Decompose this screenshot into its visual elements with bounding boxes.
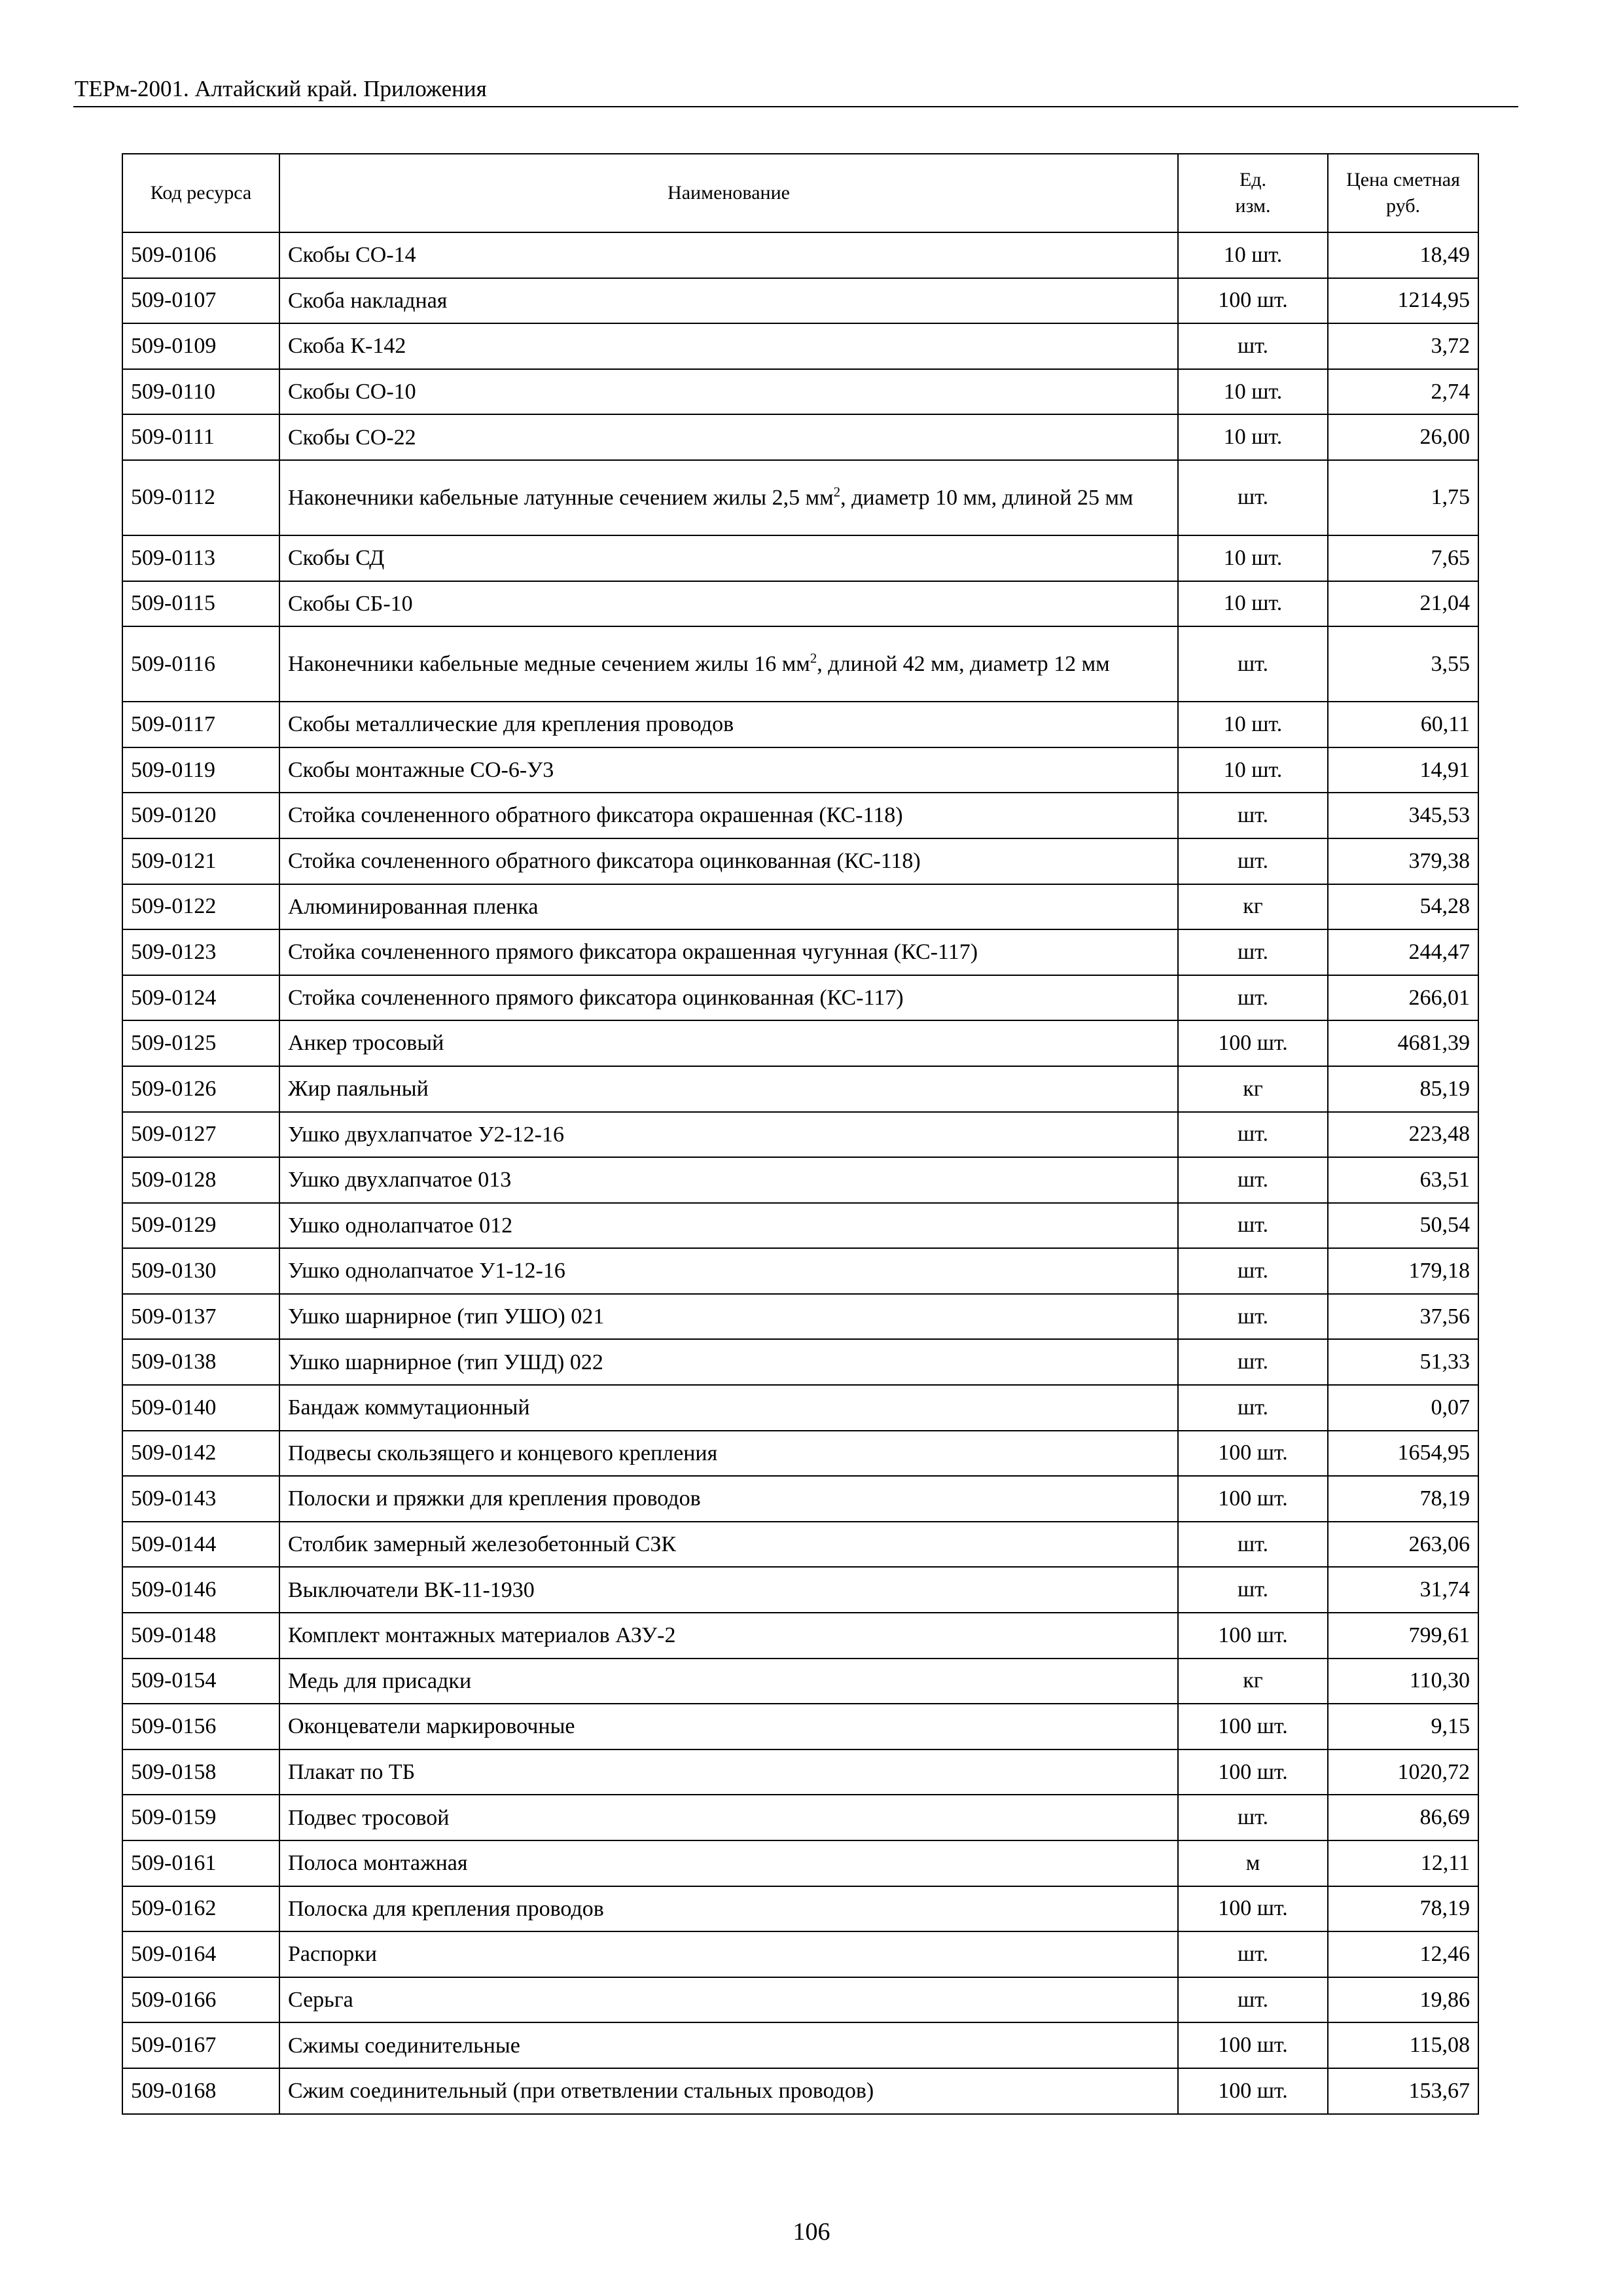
resource-code: 509-0120 <box>122 793 279 838</box>
table-row <box>122 535 1478 581</box>
estimated-price: 263,06 <box>1328 1522 1478 1568</box>
unit-of-measure: 100 шт. <box>1178 2068 1328 2114</box>
resource-name-part: , длиной 42 мм, диаметр 12 мм <box>817 652 1110 676</box>
resource-code: 509-0142 <box>122 1431 279 1477</box>
estimated-price: 266,01 <box>1328 975 1478 1021</box>
table-row <box>122 747 1478 793</box>
resource-code: 509-0143 <box>122 1476 279 1522</box>
table-row <box>122 1749 1478 1795</box>
unit-of-measure: м <box>1178 1840 1328 1886</box>
unit-of-measure: 100 шт. <box>1178 1613 1328 1659</box>
resource-name-part: Наконечники кабельные латунные сечением жилы 2,5 мм <box>288 485 834 510</box>
table-row <box>122 2068 1478 2114</box>
estimated-price: 86,69 <box>1328 1795 1478 1840</box>
table-row <box>122 929 1478 975</box>
unit-of-measure: 10 шт. <box>1178 535 1328 581</box>
resource-code: 509-0127 <box>122 1112 279 1158</box>
unit-of-measure: шт. <box>1178 1248 1328 1294</box>
resource-code: 509-0130 <box>122 1248 279 1294</box>
resource-name: Стойка сочлененного прямого фиксатора окрашенная чугунная (КС-117) <box>279 929 1178 975</box>
resource-name: Ушко однолапчатое У1-12-16 <box>279 1248 1178 1294</box>
estimated-price: 244,47 <box>1328 929 1478 975</box>
resource-code: 509-0123 <box>122 929 279 975</box>
estimated-price: 12,11 <box>1328 1840 1478 1886</box>
unit-of-measure: шт. <box>1178 838 1328 884</box>
estimated-price: 1654,95 <box>1328 1431 1478 1477</box>
resource-name: Скобы СД <box>279 535 1178 581</box>
estimated-price: 379,38 <box>1328 838 1478 884</box>
table-row <box>122 702 1478 747</box>
table-row <box>122 1522 1478 1568</box>
resource-code: 509-0122 <box>122 884 279 930</box>
resource-code: 509-0110 <box>122 369 279 415</box>
table-row <box>122 581 1478 627</box>
estimated-price: 54,28 <box>1328 884 1478 930</box>
unit-of-measure: 100 шт. <box>1178 1886 1328 1932</box>
resource-name: Скобы СО-10 <box>279 369 1178 415</box>
unit-of-measure: 100 шт. <box>1178 2022 1328 2068</box>
estimated-price: 345,53 <box>1328 793 1478 838</box>
unit-of-measure: шт. <box>1178 793 1328 838</box>
estimated-price: 3,55 <box>1328 626 1478 702</box>
resource-name: Сжимы соединительные <box>279 2022 1178 2068</box>
resource-name: Распорки <box>279 1931 1178 1977</box>
unit-of-measure: кг <box>1178 1066 1328 1112</box>
unit-of-measure: 100 шт. <box>1178 1020 1328 1066</box>
resource-name-superscript: 2 <box>810 650 817 666</box>
resource-code: 509-0154 <box>122 1659 279 1704</box>
resource-code: 509-0106 <box>122 232 279 278</box>
estimated-price: 18,49 <box>1328 232 1478 278</box>
resource-name: Стойка сочлененного обратного фиксатора окрашенная (КС-118) <box>279 793 1178 838</box>
unit-of-measure: шт. <box>1178 1203 1328 1249</box>
resource-name: Оконцеватели маркировочные <box>279 1704 1178 1749</box>
resource-code: 509-0146 <box>122 1567 279 1613</box>
estimated-price: 1214,95 <box>1328 278 1478 324</box>
header-row <box>122 154 1478 232</box>
resource-name: Ушко шарнирное (тип УШО) 021 <box>279 1294 1178 1340</box>
unit-of-measure: 10 шт. <box>1178 702 1328 747</box>
unit-of-measure: шт. <box>1178 929 1328 975</box>
unit-of-measure: 100 шт. <box>1178 1431 1328 1477</box>
page-number: 106 <box>793 2218 830 2246</box>
resource-name <box>279 626 1178 702</box>
table-row <box>122 1020 1478 1066</box>
resource-name: Полоски и пряжки для крепления проводов <box>279 1476 1178 1522</box>
unit-of-measure: шт. <box>1178 1339 1328 1385</box>
estimated-price: 0,07 <box>1328 1385 1478 1431</box>
resource-name: Серьга <box>279 1977 1178 2023</box>
unit-of-measure: 100 шт. <box>1178 1749 1328 1795</box>
table-row <box>122 369 1478 415</box>
resource-code: 509-0121 <box>122 838 279 884</box>
resource-code: 509-0117 <box>122 702 279 747</box>
resource-name <box>279 460 1178 535</box>
table-row <box>122 1567 1478 1613</box>
table-row <box>122 1476 1478 1522</box>
table-row <box>122 460 1478 535</box>
price-table <box>122 153 1479 2115</box>
unit-of-measure: шт. <box>1178 626 1328 702</box>
resource-name: Полоска для крепления проводов <box>279 1886 1178 1932</box>
resource-name: Скобы СБ-10 <box>279 581 1178 627</box>
estimated-price: 78,19 <box>1328 1886 1478 1932</box>
unit-of-measure: шт. <box>1178 1977 1328 2023</box>
resource-code: 509-0112 <box>122 460 279 535</box>
resource-name: Медь для присадки <box>279 1659 1178 1704</box>
resource-code: 509-0167 <box>122 2022 279 2068</box>
resource-name: Скобы СО-14 <box>279 232 1178 278</box>
unit-of-measure: кг <box>1178 884 1328 930</box>
resource-code: 509-0138 <box>122 1339 279 1385</box>
unit-of-measure: шт. <box>1178 975 1328 1021</box>
resource-name: Сжим соединительный (при ответвлении стальных проводов) <box>279 2068 1178 2114</box>
resource-code: 509-0129 <box>122 1203 279 1249</box>
estimated-price: 78,19 <box>1328 1476 1478 1522</box>
table-row <box>122 838 1478 884</box>
document-title: ТЕРм-2001. Алтайский край. Приложения <box>75 76 487 101</box>
table-row <box>122 1294 1478 1340</box>
estimated-price: 4681,39 <box>1328 1020 1478 1066</box>
resource-name: Скобы металлические для крепления проводов <box>279 702 1178 747</box>
table-row <box>122 1659 1478 1704</box>
resource-code: 509-0107 <box>122 278 279 324</box>
unit-of-measure: 100 шт. <box>1178 278 1328 324</box>
estimated-price: 223,48 <box>1328 1112 1478 1158</box>
estimated-price: 153,67 <box>1328 2068 1478 2114</box>
estimated-price: 115,08 <box>1328 2022 1478 2068</box>
resource-code: 509-0140 <box>122 1385 279 1431</box>
estimated-price: 85,19 <box>1328 1066 1478 1112</box>
resource-name: Стойка сочлененного прямого фиксатора оцинкованная (КС-117) <box>279 975 1178 1021</box>
column-header-unit-line2: изм. <box>1235 195 1271 217</box>
estimated-price: 1,75 <box>1328 460 1478 535</box>
table-row <box>122 1248 1478 1294</box>
resource-name: Выключатели ВК-11-1930 <box>279 1567 1178 1613</box>
resource-code: 509-0159 <box>122 1795 279 1840</box>
resource-name: Стойка сочлененного обратного фиксатора оцинкованная (КС-118) <box>279 838 1178 884</box>
resource-code: 509-0126 <box>122 1066 279 1112</box>
resource-code: 509-0158 <box>122 1749 279 1795</box>
table-row <box>122 278 1478 324</box>
estimated-price: 50,54 <box>1328 1203 1478 1249</box>
unit-of-measure: шт. <box>1178 1931 1328 1977</box>
resource-code: 509-0116 <box>122 626 279 702</box>
table-row <box>122 1886 1478 1932</box>
table-row <box>122 1385 1478 1431</box>
unit-of-measure: шт. <box>1178 460 1328 535</box>
unit-of-measure: 10 шт. <box>1178 747 1328 793</box>
resource-name: Скоба накладная <box>279 278 1178 324</box>
table-row <box>122 1339 1478 1385</box>
resource-code: 509-0119 <box>122 747 279 793</box>
table-row <box>122 1066 1478 1112</box>
resource-code: 509-0125 <box>122 1020 279 1066</box>
resource-code: 509-0115 <box>122 581 279 627</box>
table-header <box>122 154 1478 232</box>
estimated-price: 12,46 <box>1328 1931 1478 1977</box>
resource-name: Ушко однолапчатое 012 <box>279 1203 1178 1249</box>
estimated-price: 799,61 <box>1328 1613 1478 1659</box>
resource-code: 509-0137 <box>122 1294 279 1340</box>
estimated-price: 21,04 <box>1328 581 1478 627</box>
table-row <box>122 1157 1478 1203</box>
unit-of-measure: кг <box>1178 1659 1328 1704</box>
resource-code: 509-0144 <box>122 1522 279 1568</box>
column-header-price-line2: руб. <box>1386 195 1420 217</box>
table-row <box>122 1795 1478 1840</box>
table-row <box>122 1977 1478 2023</box>
resource-code: 509-0113 <box>122 535 279 581</box>
unit-of-measure: шт. <box>1178 1385 1328 1431</box>
column-header-name: Наименование <box>279 154 1178 232</box>
resource-code: 509-0111 <box>122 414 279 460</box>
resource-code: 509-0166 <box>122 1977 279 2023</box>
resource-name-part: Наконечники кабельные медные сечением жилы 16 мм <box>288 652 810 676</box>
table-row <box>122 884 1478 930</box>
resource-code: 509-0109 <box>122 323 279 369</box>
table-row <box>122 1840 1478 1886</box>
resource-code: 509-0148 <box>122 1613 279 1659</box>
unit-of-measure: 10 шт. <box>1178 369 1328 415</box>
estimated-price: 3,72 <box>1328 323 1478 369</box>
unit-of-measure: 100 шт. <box>1178 1476 1328 1522</box>
estimated-price: 9,15 <box>1328 1704 1478 1749</box>
resource-name: Ушко двухлапчатое 013 <box>279 1157 1178 1203</box>
resource-name: Алюминированная пленка <box>279 884 1178 930</box>
table-row <box>122 1112 1478 1158</box>
resource-code: 509-0161 <box>122 1840 279 1886</box>
estimated-price: 110,30 <box>1328 1659 1478 1704</box>
unit-of-measure: шт. <box>1178 1567 1328 1613</box>
unit-of-measure: шт. <box>1178 1112 1328 1158</box>
column-header-code: Код ресурса <box>122 154 279 232</box>
unit-of-measure: шт. <box>1178 1522 1328 1568</box>
resource-name: Скобы СО-22 <box>279 414 1178 460</box>
resource-code: 509-0168 <box>122 2068 279 2114</box>
table-row <box>122 1931 1478 1977</box>
page-header <box>73 73 1518 107</box>
resource-name: Ушко двухлапчатое У2-12-16 <box>279 1112 1178 1158</box>
resource-name: Ушко шарнирное (тип УШД) 022 <box>279 1339 1178 1385</box>
table-row <box>122 975 1478 1021</box>
resource-name: Столбик замерный железобетонный СЗК <box>279 1522 1178 1568</box>
resource-code: 509-0128 <box>122 1157 279 1203</box>
column-header-price <box>1328 154 1478 232</box>
table-row <box>122 626 1478 702</box>
table-row <box>122 414 1478 460</box>
resource-name: Подвесы скользящего и концевого крепления <box>279 1431 1178 1477</box>
resource-name: Полоса монтажная <box>279 1840 1178 1886</box>
table-body <box>122 232 1478 2114</box>
estimated-price: 179,18 <box>1328 1248 1478 1294</box>
estimated-price: 14,91 <box>1328 747 1478 793</box>
unit-of-measure: шт. <box>1178 323 1328 369</box>
estimated-price: 60,11 <box>1328 702 1478 747</box>
table-row <box>122 1431 1478 1477</box>
unit-of-measure: шт. <box>1178 1795 1328 1840</box>
unit-of-measure: шт. <box>1178 1294 1328 1340</box>
resource-name: Анкер тросовый <box>279 1020 1178 1066</box>
table-row <box>122 232 1478 278</box>
unit-of-measure: 10 шт. <box>1178 232 1328 278</box>
estimated-price: 31,74 <box>1328 1567 1478 1613</box>
estimated-price: 19,86 <box>1328 1977 1478 2023</box>
column-header-unit-line1: Ед. <box>1239 168 1267 190</box>
resource-name: Жир паяльный <box>279 1066 1178 1112</box>
resource-name: Скоба К-142 <box>279 323 1178 369</box>
resource-code: 509-0124 <box>122 975 279 1021</box>
unit-of-measure: 10 шт. <box>1178 581 1328 627</box>
table-row <box>122 323 1478 369</box>
estimated-price: 26,00 <box>1328 414 1478 460</box>
unit-of-measure: шт. <box>1178 1157 1328 1203</box>
estimated-price: 63,51 <box>1328 1157 1478 1203</box>
resource-name: Комплект монтажных материалов АЗУ-2 <box>279 1613 1178 1659</box>
resource-name-superscript: 2 <box>833 484 841 500</box>
resource-name: Скобы монтажные СО-6-У3 <box>279 747 1178 793</box>
estimated-price: 51,33 <box>1328 1339 1478 1385</box>
unit-of-measure: 100 шт. <box>1178 1704 1328 1749</box>
table-row <box>122 1704 1478 1749</box>
resource-name: Плакат по ТБ <box>279 1749 1178 1795</box>
resource-name: Подвес тросовой <box>279 1795 1178 1840</box>
unit-of-measure: 10 шт. <box>1178 414 1328 460</box>
estimated-price: 2,74 <box>1328 369 1478 415</box>
resource-name: Бандаж коммутационный <box>279 1385 1178 1431</box>
estimated-price: 1020,72 <box>1328 1749 1478 1795</box>
table-row <box>122 793 1478 838</box>
resource-name-part: , диаметр 10 мм, длиной 25 мм <box>840 485 1133 510</box>
resource-code: 509-0156 <box>122 1704 279 1749</box>
estimated-price: 37,56 <box>1328 1294 1478 1340</box>
column-header-unit <box>1178 154 1328 232</box>
table-row <box>122 1613 1478 1659</box>
resource-code: 509-0164 <box>122 1931 279 1977</box>
estimated-price: 7,65 <box>1328 535 1478 581</box>
resource-code: 509-0162 <box>122 1886 279 1932</box>
table-row <box>122 2022 1478 2068</box>
table-row <box>122 1203 1478 1249</box>
column-header-price-line1: Цена сметная <box>1346 168 1460 190</box>
